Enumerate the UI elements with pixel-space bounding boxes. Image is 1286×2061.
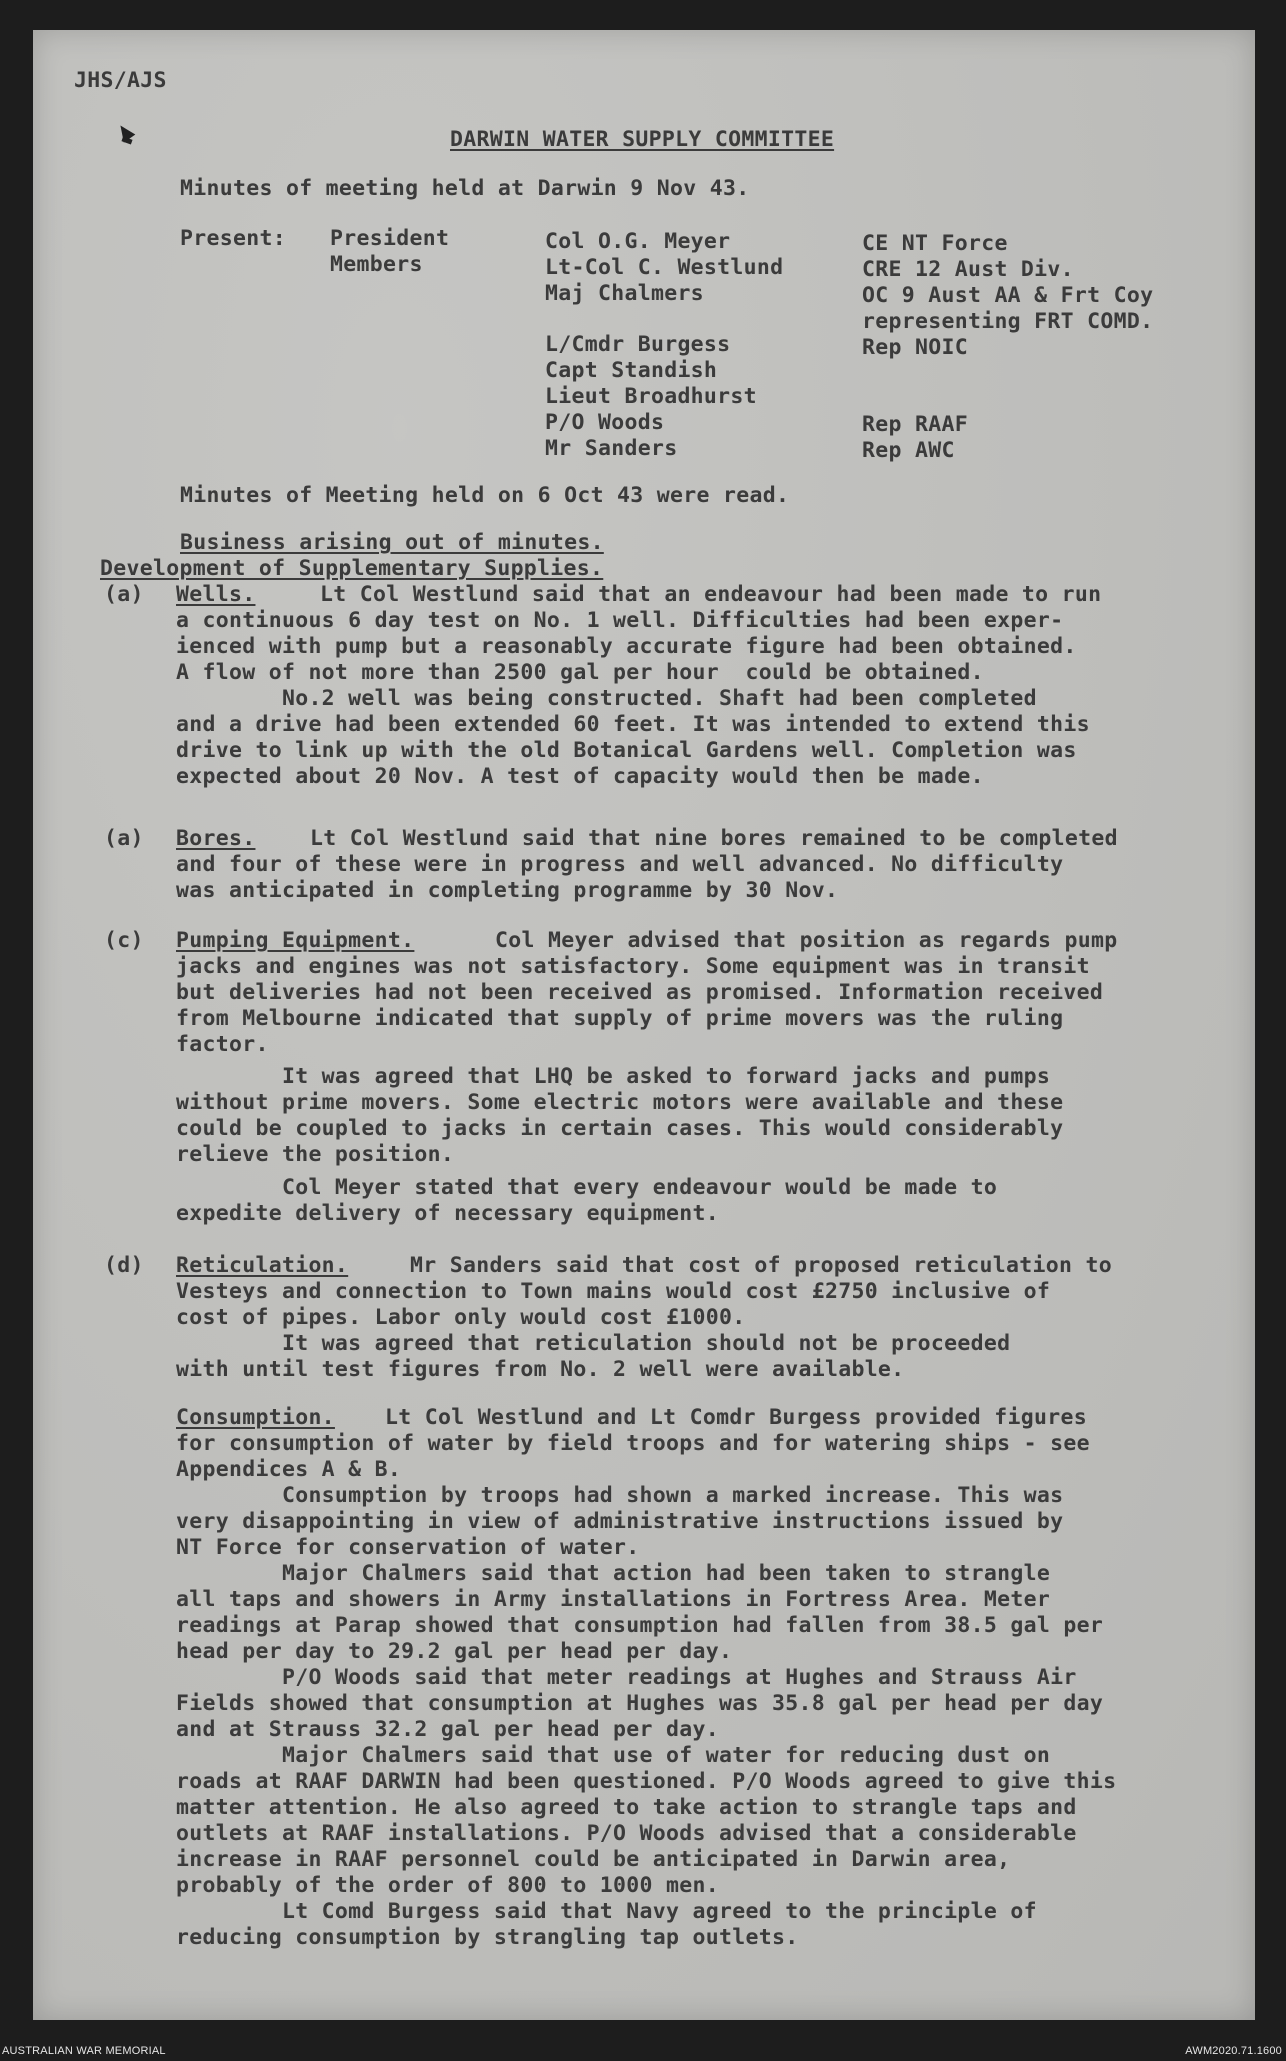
paragraph-line: matter attention. He also agreed to take action to strangle taps and xyxy=(176,1795,1077,1820)
paragraph-line: jacks and engines was not satisfactory. Some equipment was in transit xyxy=(176,954,1090,979)
paragraph-line: Col Meyer stated that every endeavour would be made to xyxy=(176,1175,998,1200)
attendee-name: Lieut Broadhurst xyxy=(545,384,757,409)
paragraph-line: NT Force for conservation of water. xyxy=(176,1535,640,1560)
paragraph-line: was anticipated in completing programme by 30 Nov. xyxy=(176,878,839,903)
paragraph-line: Major Chalmers said that action had been taken to strangle xyxy=(176,1561,1051,1586)
attendee-name: P/O Woods xyxy=(545,410,665,435)
attendee-rep: Rep RAAF xyxy=(862,412,968,437)
paragraph-line: ienced with pump but a reasonably accurate figure had been obtained. xyxy=(176,634,1077,659)
paragraph-line: reducing consumption by strangling tap outlets. xyxy=(176,1925,799,1950)
business-heading: Business arising out of minutes. xyxy=(180,530,604,555)
paragraph-line: Vesteys and connection to Town mains would cost £2750 inclusive of xyxy=(176,1279,1051,1304)
paragraph-line: Mr Sanders said that cost of proposed reticulation to xyxy=(410,1253,1112,1278)
attendee-name: Lt-Col C. Westlund xyxy=(545,255,784,280)
attendee-name: Capt Standish xyxy=(545,358,718,383)
paragraph-line: with until test figures from No. 2 well were available. xyxy=(176,1357,905,1382)
paragraph-line: without prime movers. Some electric motors were available and these xyxy=(176,1090,1064,1115)
item-marker: (c) xyxy=(104,928,144,953)
item-marker: (d) xyxy=(104,1253,144,1278)
attendee-name: L/Cmdr Burgess xyxy=(545,332,731,357)
item-title-consumption: Consumption. xyxy=(176,1405,335,1430)
paragraph-line: Major Chalmers said that use of water for reducing dust on xyxy=(176,1743,1051,1768)
paragraph-line: Fields showed that consumption at Hughes was 35.8 gal per head per day xyxy=(176,1691,1104,1716)
paragraph-line: roads at RAAF DARWIN had been questioned. P/O Woods agreed to give this xyxy=(176,1769,1117,1794)
paragraph-line: all taps and showers in Army installations in Fortress Area. Meter xyxy=(176,1587,1051,1612)
attendee-rep: CE NT Force xyxy=(862,231,1008,256)
paragraph-line: relieve the position. xyxy=(176,1142,455,1167)
role-president: President xyxy=(330,226,450,251)
attendee-rep: OC 9 Aust AA & Frt Coy xyxy=(862,283,1154,308)
paragraph-line: Lt Col Westlund said that nine bores remained to be completed xyxy=(310,826,1118,851)
paragraph-line: Lt Col Westlund and Lt Comdr Burgess provided figures xyxy=(385,1405,1087,1430)
attendee-name: Maj Chalmers xyxy=(545,281,704,306)
item-title-pumping: Pumping Equipment. xyxy=(176,928,415,953)
paragraph-line: Lt Comd Burgess said that Navy agreed to the principle of xyxy=(176,1899,1037,1924)
paragraph-line: Appendices A & B. xyxy=(176,1457,402,1482)
meeting-line: Minutes of meeting held at Darwin 9 Nov 43. xyxy=(180,176,750,201)
paragraph-line: P/O Woods said that meter readings at Hughes and Strauss Air xyxy=(176,1665,1077,1690)
paragraph-line: outlets at RAAF installations. P/O Woods advised that a considerable xyxy=(176,1821,1077,1846)
paragraph-line: factor. xyxy=(176,1032,269,1057)
paragraph-line: probably of the order of 800 to 1000 men. xyxy=(176,1873,720,1898)
previous-minutes-line: Minutes of Meeting held on 6 Oct 43 were read. xyxy=(180,483,790,508)
paragraph-line: and a drive had been extended 60 feet. It was intended to extend this xyxy=(176,712,1090,737)
paragraph-line: expected about 20 Nov. A test of capacity would then be made. xyxy=(176,764,984,789)
paragraph-line: cost of pipes. Labor only would cost £1000. xyxy=(176,1305,746,1330)
present-label: Present: xyxy=(180,226,286,251)
paragraph-line: Consumption by troops had shown a marked increase. This was xyxy=(176,1483,1064,1508)
item-marker: (a) xyxy=(104,582,144,607)
paragraph-line: It was agreed that reticulation should not be proceeded xyxy=(176,1331,1011,1356)
attendee-rep: Rep AWC xyxy=(862,438,955,463)
item-marker: (a) xyxy=(104,826,144,851)
section-heading: Development of Supplementary Supplies. xyxy=(100,556,604,581)
attendee-rep: Rep NOIC xyxy=(862,335,968,360)
paragraph-line: and at Strauss 32.2 gal per head per day. xyxy=(176,1717,720,1742)
paragraph-line: drive to link up with the old Botanical Gardens well. Completion was xyxy=(176,738,1077,763)
paragraph-line: Col Meyer advised that position as regards pump xyxy=(495,928,1118,953)
role-members: Members xyxy=(330,252,423,277)
paragraph-line: from Melbourne indicated that supply of prime movers was the ruling xyxy=(176,1006,1064,1031)
footer-source: AUSTRALIAN WAR MEMORIAL xyxy=(2,2045,166,2057)
paragraph-line: increase in RAAF personnel could be anticipated in Darwin area, xyxy=(176,1847,1011,1872)
paragraph-line: for consumption of water by field troops and for watering ships - see xyxy=(176,1431,1090,1456)
item-title-reticulation: Reticulation. xyxy=(176,1253,349,1278)
paragraph-line: could be coupled to jacks in certain cases. This would considerably xyxy=(176,1116,1064,1141)
paragraph-line: It was agreed that LHQ be asked to forward jacks and pumps xyxy=(176,1064,1051,1089)
attendee-name: Mr Sanders xyxy=(545,436,678,461)
paragraph-line: very disappointing in view of administrative instructions issued by xyxy=(176,1509,1064,1534)
item-title-wells: Wells. xyxy=(176,582,256,607)
paragraph-line: and four of these were in progress and well advanced. No difficulty xyxy=(176,852,1064,877)
attendee-rep: CRE 12 Aust Div. xyxy=(862,257,1074,282)
paragraph-line: A flow of not more than 2500 gal per hour could be obtained. xyxy=(176,660,984,685)
attendee-rep: representing FRT COMD. xyxy=(862,309,1154,334)
footer-accession-number: AWM2020.71.1600 xyxy=(1185,2045,1282,2057)
reference-initials: JHS/AJS xyxy=(74,68,167,93)
paragraph-line: a continuous 6 day test on No. 1 well. Difficulties had been exper- xyxy=(176,608,1064,633)
paragraph-line: readings at Parap showed that consumption had fallen from 38.5 gal per xyxy=(176,1613,1104,1638)
item-title-bores: Bores. xyxy=(176,826,256,851)
paragraph-line: Lt Col Westlund said that an endeavour had been made to run xyxy=(320,582,1102,607)
paragraph-line: expedite delivery of necessary equipment. xyxy=(176,1201,720,1226)
paragraph-line: No.2 well was being constructed. Shaft had been completed xyxy=(176,686,1037,711)
attendee-name: Col O.G. Meyer xyxy=(545,229,731,254)
document-title: DARWIN WATER SUPPLY COMMITTEE xyxy=(450,127,835,152)
paragraph-line: head per day to 29.2 gal per head per day. xyxy=(176,1639,733,1664)
paragraph-line: but deliveries had not been received as promised. Information received xyxy=(176,980,1104,1005)
